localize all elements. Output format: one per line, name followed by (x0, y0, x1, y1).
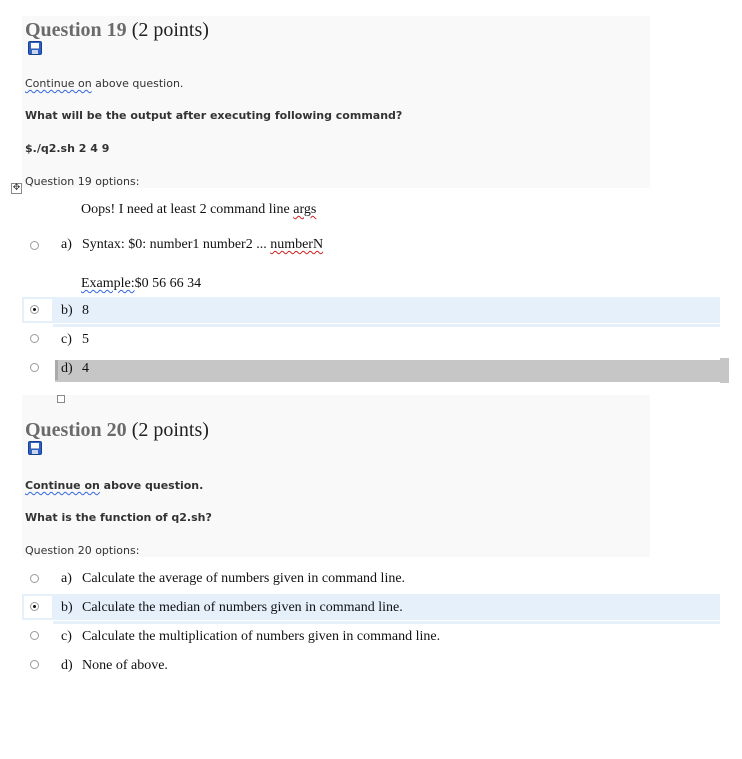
radio-button[interactable] (30, 660, 39, 669)
radio-button[interactable] (30, 334, 39, 343)
option-text-squiggled: numberN (270, 237, 324, 252)
q19-option-b[interactable] (22, 297, 720, 323)
q19-option-a[interactable] (22, 233, 720, 259)
question-number: Question 19 (25, 19, 127, 41)
checkbox-marker-icon[interactable] (57, 395, 65, 403)
question-20-title (25, 419, 209, 442)
radio-button[interactable] (30, 574, 39, 583)
intro-squiggled: Continue on (25, 77, 92, 90)
q20-option-b[interactable] (22, 594, 720, 620)
option-label (61, 332, 89, 348)
option-label (61, 658, 168, 674)
q19-option-a-example (81, 276, 201, 292)
q19-option-d[interactable] (22, 355, 720, 381)
question-20-options-label: Question 20 options: (25, 544, 140, 557)
preamble-text: Oops! I need at least 2 command line (81, 202, 294, 217)
intro-rest: above question. (99, 479, 204, 492)
option-letter: b) (61, 600, 73, 615)
option-label (61, 361, 89, 377)
question-points: (2 points) (131, 19, 209, 41)
option-text: 5 (82, 332, 89, 347)
option-text: Calculate the average of numbers given in command line. (82, 571, 406, 586)
q19-option-c[interactable] (22, 326, 720, 352)
option-letter: c) (61, 629, 72, 644)
question-20-prompt: What is the function of q2.sh? (25, 511, 212, 524)
option-label (61, 571, 405, 587)
question-19-intro (25, 77, 183, 90)
option-text: Syntax: $0: number1 number2 ... (82, 237, 271, 252)
save-icon[interactable] (28, 41, 42, 55)
option-text: 4 (82, 361, 89, 376)
question-19-title (25, 19, 209, 42)
save-icon[interactable] (28, 441, 42, 455)
option-label (61, 303, 89, 319)
question-20-intro (25, 479, 203, 492)
question-19-prompt: What will be the output after executing following command? (25, 109, 403, 122)
radio-button-checked[interactable] (30, 602, 39, 611)
intro-rest: above question. (91, 77, 184, 90)
q20-option-c[interactable] (22, 623, 720, 649)
option-letter: d) (61, 361, 73, 376)
option-label (61, 600, 403, 616)
selection-endcap (720, 358, 729, 383)
intro-squiggled: Continue on (25, 479, 100, 492)
preamble-squiggled: args (293, 202, 317, 217)
option-letter: c) (61, 332, 72, 347)
question-19-options-label: Question 19 options: (25, 175, 140, 188)
question-19-block (22, 16, 650, 188)
option-letter: b) (61, 303, 73, 318)
radio-button-checked[interactable] (30, 305, 39, 314)
option-letter: a) (61, 237, 72, 252)
radio-button[interactable] (30, 241, 39, 250)
radio-button[interactable] (30, 631, 39, 640)
option-letter: a) (61, 571, 72, 586)
question-number: Question 20 (25, 419, 127, 441)
q20-option-a[interactable] (22, 566, 720, 592)
radio-button[interactable] (30, 363, 39, 372)
question-19-preamble (81, 202, 316, 218)
option-letter: d) (61, 658, 73, 673)
q20-option-d[interactable] (22, 652, 720, 678)
example-rest: $0 56 66 34 (134, 276, 202, 291)
question-points: (2 points) (131, 419, 209, 441)
move-handle-icon[interactable]: ✥ (12, 183, 21, 193)
option-text: Calculate the median of numbers given in command line. (82, 600, 403, 615)
option-text: None of above. (82, 658, 168, 673)
question-19-command: $./q2.sh 2 4 9 (25, 142, 110, 155)
option-label (61, 237, 323, 253)
option-text: 8 (82, 303, 89, 318)
example-squiggled: Example: (81, 276, 135, 291)
option-text: Calculate the multiplication of numbers given in command line. (82, 629, 441, 644)
option-label (61, 629, 440, 645)
question-20-block (22, 395, 650, 557)
